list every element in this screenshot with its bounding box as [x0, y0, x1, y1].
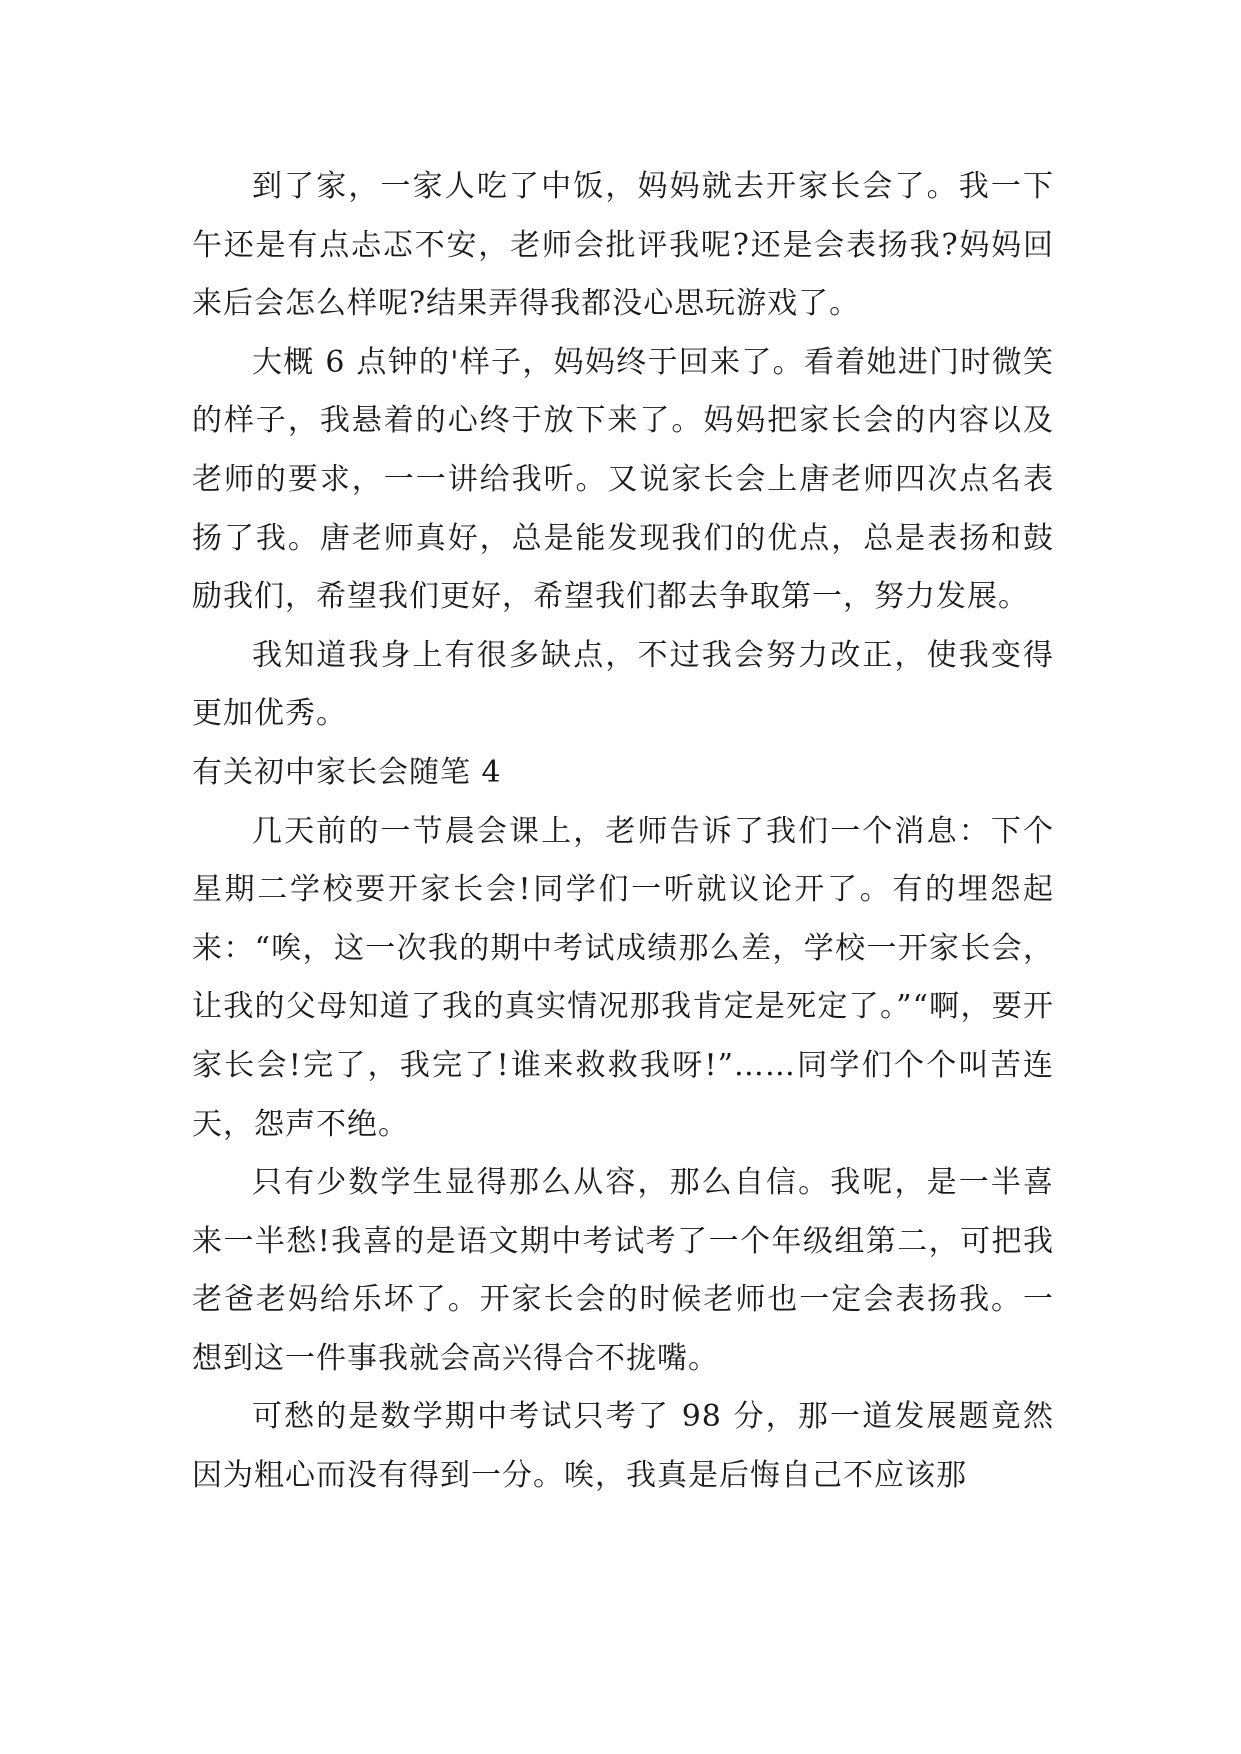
paragraph: 可愁的是数学期中考试只考了 98 分，那一道发展题竟然因为粗心而没有得到一分。唉，我真是后悔自己不应该那	[192, 1399, 1054, 1494]
paragraph: 只有少数学生显得那么从容，那么自信。我呢，是一半喜来一半愁!我喜的是语文期中考试考了一个年级组第二，可把我老爸老妈给乐坏了。开家长会的时候老师也一定会表扬我。一想到这一件事我就会高兴得合不拢嘴。	[192, 1165, 1054, 1376]
section-heading: 有关初中家长会随笔 4	[192, 754, 502, 790]
paragraph: 到了家，一家人吃了中饭，妈妈就去开家长会了。我一下午还是有点忐忑不安，老师会批评我呢?还是会表扬我?妈妈回来后会怎么样呢?结果弄得我都没心思玩游戏了。	[192, 169, 1054, 322]
paragraph: 大概 6 点钟的'样子，妈妈终于回来了。看着她进门时微笑的样子，我悬着的心终于放下来了。妈妈把家长会的内容以及老师的要求，一一讲给我听。又说家长会上唐老师四次点名表扬了我。唐老师真好，总是能发现我们的优点，总是表扬和鼓励我们，希望我们更好，希望我们都去争取第一，努力发展。	[192, 344, 1054, 615]
paragraph: 几天前的一节晨会课上，老师告诉了我们一个消息：下个星期二学校要开家长会!同学们一听就议论开了。有的埋怨起来：“唉，这一次我的期中考试成绩那么差，学校一开家长会，让我的父母知道了我的真实情况那我肯定是死定了。”“啊，要开家长会!完了，我完了!谁来救救我呀!”……同学们个个叫苦连天，怨声不绝。	[192, 813, 1054, 1142]
paragraph: 我知道我身上有很多缺点，不过我会努力改正，使我变得更加优秀。	[192, 637, 1054, 732]
document-body	[192, 158, 1054, 1506]
